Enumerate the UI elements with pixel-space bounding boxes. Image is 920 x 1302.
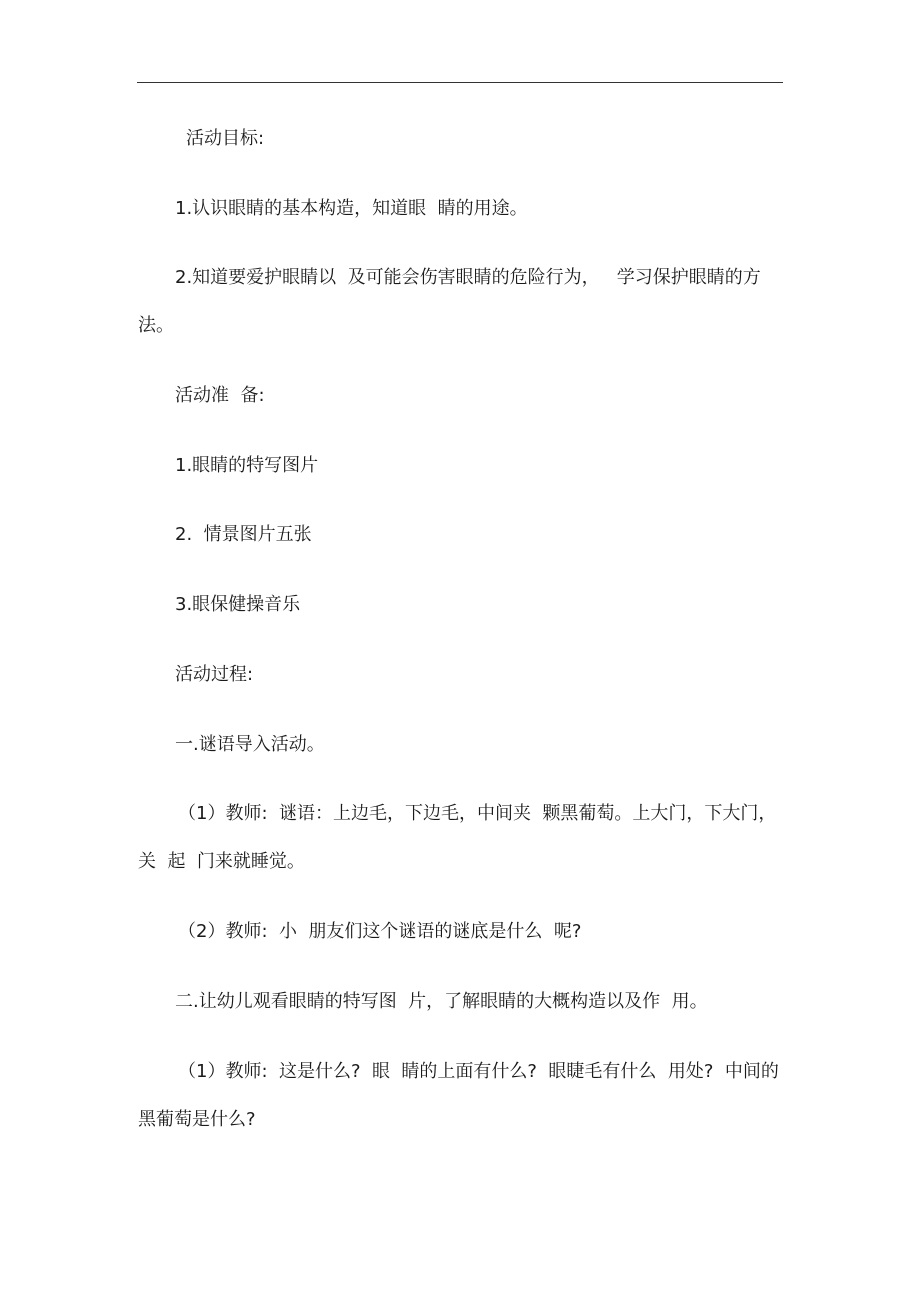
process-step-1: 一.谜语导入活动。 [175, 734, 325, 755]
section-heading-process: 活动过程: [175, 664, 254, 685]
process-step-1-item-2: （2）教师: 小 朋友们这个谜语的谜底是什么 呢? [178, 921, 582, 942]
preparation-item-1: 1.眼睛的特写图片 [175, 455, 319, 476]
header-rule [137, 82, 783, 83]
process-step-1-item-1: （1）教师: 谜语：上边毛，下边毛，中间夹 颗黑葡萄。上大门，下大门， [178, 803, 777, 824]
process-step-1-item-1-continued: 关 起 门来就睡觉。 [138, 851, 305, 872]
process-step-2: 二.让幼儿观看眼睛的特写图 片，了解眼睛的大概构造以及作 用。 [175, 991, 708, 1012]
preparation-item-2: 2. 情景图片五张 [175, 524, 312, 545]
preparation-item-3: 3.眼保健操音乐 [175, 594, 301, 615]
goal-item-2: 2.知道要爱护眼睛以 及可能会伤害眼睛的危险行为， 学习保护眼睛的方 [175, 267, 761, 288]
goal-item-1: 1.认识眼睛的基本构造，知道眼 睛的用途。 [175, 198, 528, 219]
section-heading-goals: 活动目标: [186, 128, 265, 149]
goal-item-2-continued: 法。 [138, 315, 174, 336]
process-step-2-item-1: （1）教师: 这是什么? 眼 睛的上面有什么? 眼睫毛有什么 用处? 中间的 [178, 1061, 779, 1082]
section-heading-preparation: 活动准 备: [175, 385, 265, 406]
process-step-2-item-1-continued: 黑葡萄是什么? [138, 1109, 256, 1130]
